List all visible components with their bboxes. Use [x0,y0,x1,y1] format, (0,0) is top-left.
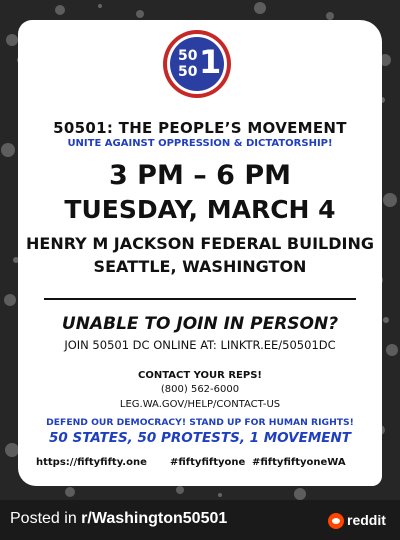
logo-bottom-number: 50 [178,64,198,80]
contact-url: LEG.WA.GOV/HELP/CONTACT-US [119,399,281,410]
poster-title: 50501: THE PEOPLE’S MOVEMENT [53,119,347,137]
contact-phone: (800) 562-6000 [160,384,240,395]
movement-slogan: 50 STATES, 50 PROTESTS, 1 MOVEMENT [48,430,352,446]
contact-heading: CONTACT YOUR REPS! [138,370,262,381]
defend-slogan: DEFEND OUR DEMOCRACY! STAND UP FOR HUMAN RIGHTS! [46,417,354,428]
reddit-icon [328,513,344,529]
reddit-brand: reddit [347,512,386,528]
hashtag-fiftyfiftyonewa: #fiftyfiftyoneWA [252,457,346,468]
event-city: SEATTLE, WASHINGTON [93,257,307,276]
unable-heading: UNABLE TO JOIN IN PERSON? [61,314,339,334]
site-link: https://fiftyfifty.one [36,457,147,468]
posted-in-label [10,510,227,528]
event-date: TUESDAY, MARCH 4 [64,195,336,224]
logo-top-number: 50 [178,48,198,64]
event-time: 3 PM – 6 PM [109,160,291,191]
event-venue: HENRY M JACKSON FEDERAL BUILDING [26,234,374,253]
reddit-footer [0,500,400,540]
divider [44,298,356,300]
poster-subtitle: UNITE AGAINST OPPRESSION & DICTATORSHIP! [67,138,333,149]
posted-prefix: Posted in [10,510,82,527]
logo-digit: 1 [199,43,222,81]
subreddit-link[interactable]: r/Washington50501 [81,510,228,527]
hashtag-fiftyfiftyone: #fiftyfiftyone [170,457,246,468]
50501-logo [163,30,231,98]
online-link-text: JOIN 50501 DC ONLINE AT: LINKTR.EE/50501DC [64,338,336,352]
